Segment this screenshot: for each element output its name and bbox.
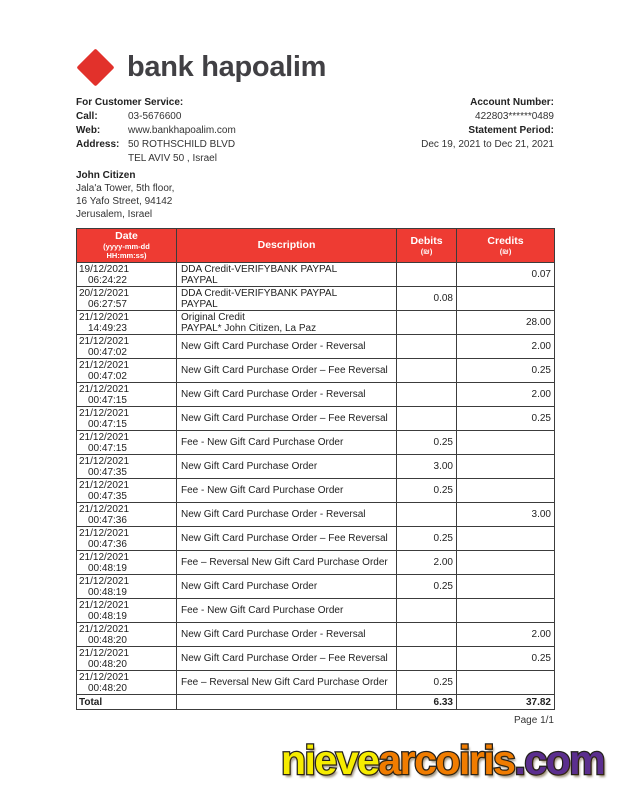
cell-date xyxy=(77,455,177,479)
transaction-time: 00:47:15 xyxy=(88,395,127,406)
transaction-description: New Gift Card Purchase Order - Reversal xyxy=(181,629,366,640)
transaction-time: 00:48:20 xyxy=(88,635,127,646)
cell-description xyxy=(177,431,397,455)
cell-description xyxy=(177,623,397,647)
bank-diamond-icon xyxy=(76,48,114,86)
cell-debit xyxy=(397,503,457,527)
customer-name: John Citizen xyxy=(76,170,136,181)
transaction-description: Fee – Reversal New Gift Card Purchase Order xyxy=(181,677,388,688)
table-row xyxy=(77,599,555,623)
cell-description xyxy=(177,263,397,287)
transaction-description: New Gift Card Purchase Order xyxy=(181,461,318,472)
info-section xyxy=(76,96,554,166)
transaction-date: 21/12/2021 xyxy=(79,648,130,659)
col-header-debits-label: Debits xyxy=(410,234,443,247)
total-row xyxy=(77,695,555,710)
table-row xyxy=(77,359,555,383)
transaction-date: 21/12/2021 xyxy=(79,456,130,467)
cell-description xyxy=(177,335,397,359)
transaction-date: 21/12/2021 xyxy=(79,552,130,563)
cell-credit: 28.00 xyxy=(457,311,555,335)
transaction-time: 06:24:22 xyxy=(88,275,127,286)
cell-description xyxy=(177,599,397,623)
cell-credit xyxy=(457,551,555,575)
cell-debit: 0.25 xyxy=(397,431,457,455)
cell-date xyxy=(77,647,177,671)
transaction-date: 21/12/2021 xyxy=(79,432,130,443)
table-row xyxy=(77,479,555,503)
total-credit: 37.82 xyxy=(457,695,555,710)
watermark xyxy=(281,737,604,784)
cell-debit xyxy=(397,359,457,383)
cell-credit: 0.25 xyxy=(457,647,555,671)
cell-debit xyxy=(397,263,457,287)
cell-date xyxy=(77,479,177,503)
cell-description xyxy=(177,551,397,575)
transaction-description: DDA Credit-VERIFYBANK PAYPAL xyxy=(181,287,338,299)
cell-debit: 0.08 xyxy=(397,287,457,311)
transaction-date: 21/12/2021 xyxy=(79,528,130,539)
cell-description xyxy=(177,359,397,383)
bank-logo xyxy=(76,50,326,85)
transaction-time: 00:47:36 xyxy=(88,515,127,526)
table-row xyxy=(77,623,555,647)
col-header-credits xyxy=(457,229,555,263)
watermark-part3: .com xyxy=(514,737,605,783)
col-header-date-sub1: (yyyy-mm-dd xyxy=(103,242,150,251)
cell-description xyxy=(177,503,397,527)
cell-debit xyxy=(397,407,457,431)
cell-credit: 0.25 xyxy=(457,407,555,431)
total-description-cell xyxy=(177,695,397,710)
address-value-line1: 50 ROTHSCHILD BLVD xyxy=(128,139,236,150)
cell-credit xyxy=(457,599,555,623)
transaction-time: 00:48:20 xyxy=(88,659,127,670)
transaction-date: 21/12/2021 xyxy=(79,312,130,323)
transaction-date: 21/12/2021 xyxy=(79,504,130,515)
cell-credit: 3.00 xyxy=(457,503,555,527)
web-value: www.bankhapoalim.com xyxy=(128,125,236,136)
transaction-description: Fee - New Gift Card Purchase Order xyxy=(181,437,344,448)
transaction-date: 21/12/2021 xyxy=(79,576,130,587)
cell-debit xyxy=(397,647,457,671)
table-row xyxy=(77,503,555,527)
transaction-time: 00:47:35 xyxy=(88,491,127,502)
transaction-date: 21/12/2021 xyxy=(79,480,130,491)
col-header-date-label: Date xyxy=(115,230,138,242)
transaction-description: Fee - New Gift Card Purchase Order xyxy=(181,605,344,616)
cell-debit: 0.25 xyxy=(397,479,457,503)
cell-debit: 0.25 xyxy=(397,671,457,695)
table-row xyxy=(77,527,555,551)
transaction-date: 21/12/2021 xyxy=(79,600,130,611)
statement-period-label: Statement Period: xyxy=(468,125,554,136)
table-row xyxy=(77,647,555,671)
cell-credit xyxy=(457,527,555,551)
table-header-row xyxy=(77,229,555,263)
cell-credit xyxy=(457,431,555,455)
transaction-description: New Gift Card Purchase Order – Fee Reversal xyxy=(181,365,388,376)
cell-debit xyxy=(397,623,457,647)
total-debit: 6.33 xyxy=(397,695,457,710)
statement-table-body xyxy=(77,263,555,695)
cell-date xyxy=(77,551,177,575)
transaction-description: New Gift Card Purchase Order – Fee Reversal xyxy=(181,653,388,664)
cell-credit: 2.00 xyxy=(457,623,555,647)
table-row xyxy=(77,335,555,359)
transaction-date: 21/12/2021 xyxy=(79,360,130,371)
cell-date xyxy=(77,359,177,383)
col-header-credits-currency: (₪) xyxy=(499,246,512,256)
cell-description xyxy=(177,287,397,311)
customer-address-line2: 16 Yafo Street, 94142 xyxy=(76,196,173,207)
col-header-debits-currency: (₪) xyxy=(420,246,433,256)
cell-date xyxy=(77,263,177,287)
call-value: 03-5676600 xyxy=(128,111,182,122)
table-row xyxy=(77,263,555,287)
cell-date xyxy=(77,503,177,527)
address-label: Address: xyxy=(76,139,120,150)
table-row xyxy=(77,551,555,575)
customer-service-grid xyxy=(76,110,236,166)
cell-description xyxy=(177,479,397,503)
table-row xyxy=(77,575,555,599)
cell-date xyxy=(77,311,177,335)
cell-credit: 0.07 xyxy=(457,263,555,287)
cell-description xyxy=(177,575,397,599)
transaction-date: 21/12/2021 xyxy=(79,408,130,419)
transaction-description: Original Credit xyxy=(181,311,245,323)
total-label: Total xyxy=(77,695,177,710)
transactions-table xyxy=(76,228,555,710)
cell-description xyxy=(177,311,397,335)
watermark-part1: nieve xyxy=(281,737,379,783)
cell-debit xyxy=(397,335,457,359)
web-label: Web: xyxy=(76,125,101,136)
transaction-description: New Gift Card Purchase Order xyxy=(181,581,318,592)
account-number-label: Account Number: xyxy=(470,97,554,108)
cell-credit xyxy=(457,671,555,695)
table-row xyxy=(77,455,555,479)
cell-description xyxy=(177,407,397,431)
table-row xyxy=(77,311,555,335)
cell-credit xyxy=(457,455,555,479)
cell-date xyxy=(77,431,177,455)
cell-credit: 0.25 xyxy=(457,359,555,383)
statement-period-value: Dec 19, 2021 to Dec 21, 2021 xyxy=(421,139,554,150)
transaction-time: 00:48:20 xyxy=(88,683,127,694)
transaction-description: DDA Credit-VERIFYBANK PAYPAL xyxy=(181,263,338,275)
transaction-description: New Gift Card Purchase Order - Reversal xyxy=(181,509,366,520)
watermark-part2: arcoiris xyxy=(378,737,515,783)
transaction-date: 20/12/2021 xyxy=(79,288,130,299)
cell-credit: 2.00 xyxy=(457,335,555,359)
call-label: Call: xyxy=(76,111,98,122)
transaction-description: New Gift Card Purchase Order - Reversal xyxy=(181,389,366,400)
transaction-time: 00:47:15 xyxy=(88,419,127,430)
cell-description xyxy=(177,383,397,407)
customer-address-line3: Jerusalem, Israel xyxy=(76,209,153,220)
cell-date xyxy=(77,599,177,623)
transaction-time: 06:27:57 xyxy=(88,299,127,310)
cell-debit xyxy=(397,311,457,335)
cell-description xyxy=(177,671,397,695)
transaction-time: 00:48:19 xyxy=(88,611,127,622)
cell-date xyxy=(77,623,177,647)
account-number-value: 422803******0489 xyxy=(475,111,554,122)
col-header-debits xyxy=(397,229,457,263)
transaction-date: 21/12/2021 xyxy=(79,384,130,395)
cell-date xyxy=(77,575,177,599)
transaction-date: 21/12/2021 xyxy=(79,336,130,347)
account-info-block xyxy=(421,96,554,166)
transaction-description: New Gift Card Purchase Order – Fee Reversal xyxy=(181,533,388,544)
transaction-description-line2: PAYPAL xyxy=(181,274,218,286)
cell-date xyxy=(77,335,177,359)
cell-date xyxy=(77,527,177,551)
cell-debit: 0.25 xyxy=(397,575,457,599)
cell-date xyxy=(77,407,177,431)
transaction-time: 00:48:19 xyxy=(88,587,127,598)
cell-debit: 3.00 xyxy=(397,455,457,479)
cell-debit xyxy=(397,383,457,407)
transaction-time: 00:48:19 xyxy=(88,563,127,574)
cell-description xyxy=(177,647,397,671)
transaction-description-line2: PAYPAL* John Citizen, La Paz xyxy=(181,322,317,334)
transaction-time: 00:47:02 xyxy=(88,347,127,358)
transactions-table-wrap xyxy=(76,228,554,726)
cell-credit xyxy=(457,479,555,503)
transaction-description: Fee - New Gift Card Purchase Order xyxy=(181,485,344,496)
col-header-description xyxy=(177,229,397,263)
cell-credit xyxy=(457,287,555,311)
transaction-date: 21/12/2021 xyxy=(79,672,130,683)
transaction-date: 19/12/2021 xyxy=(79,264,130,275)
cell-debit xyxy=(397,599,457,623)
col-header-credits-label: Credits xyxy=(487,234,524,247)
transaction-time: 00:47:36 xyxy=(88,539,127,550)
col-header-date xyxy=(77,229,177,263)
cell-description xyxy=(177,455,397,479)
table-row xyxy=(77,383,555,407)
transaction-time: 00:47:15 xyxy=(88,443,127,454)
transaction-description: New Gift Card Purchase Order – Fee Reversal xyxy=(181,413,388,424)
table-row xyxy=(77,431,555,455)
transaction-description: Fee – Reversal New Gift Card Purchase Order xyxy=(181,557,388,568)
cell-date xyxy=(77,287,177,311)
transaction-description-line2: PAYPAL xyxy=(181,298,218,310)
address-label-spacer xyxy=(76,152,128,166)
table-row xyxy=(77,407,555,431)
transaction-description: New Gift Card Purchase Order - Reversal xyxy=(181,341,366,352)
bank-logo-text: bank hapoalim xyxy=(127,51,327,83)
cell-credit xyxy=(457,575,555,599)
customer-address-line1: Jala'a Tower, 5th floor, xyxy=(76,183,175,194)
col-header-description-label: Description xyxy=(257,239,316,251)
address-value-line2: TEL AVIV 50 , Israel xyxy=(128,153,217,164)
transaction-time: 00:47:35 xyxy=(88,467,127,478)
col-header-date-sub2: HH:mm:ss) xyxy=(106,251,147,260)
page-indicator: Page 1/1 xyxy=(513,715,554,726)
cell-credit: 2.00 xyxy=(457,383,555,407)
cell-date xyxy=(77,671,177,695)
transaction-time: 14:49:23 xyxy=(88,323,127,334)
customer-service-block xyxy=(76,96,236,166)
transaction-time: 00:47:02 xyxy=(88,371,127,382)
transaction-date: 21/12/2021 xyxy=(79,624,130,635)
customer-service-title: For Customer Service: xyxy=(76,97,184,108)
cell-description xyxy=(177,527,397,551)
cell-debit: 0.25 xyxy=(397,527,457,551)
table-row xyxy=(77,287,555,311)
customer-address-block xyxy=(76,169,174,221)
cell-debit: 2.00 xyxy=(397,551,457,575)
cell-date xyxy=(77,383,177,407)
table-row xyxy=(77,671,555,695)
